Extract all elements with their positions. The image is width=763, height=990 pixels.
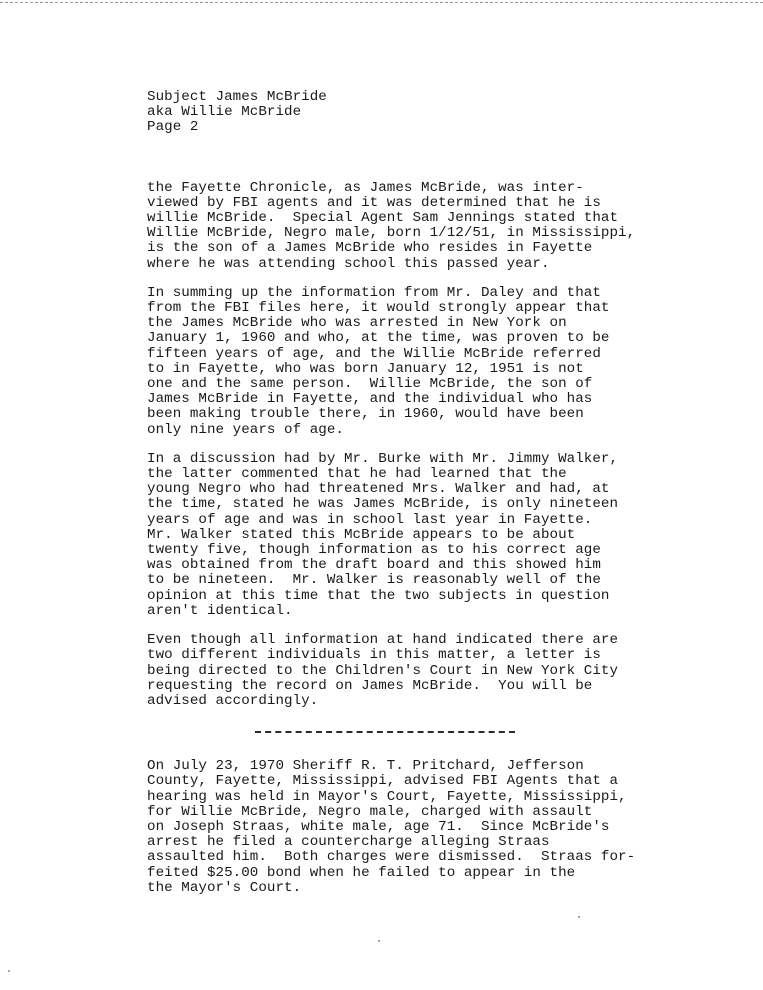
paragraph-line: from the FBI files here, it would strongly appear that: [147, 300, 610, 317]
paragraph-line: Willie McBride, Negro male, born 1/12/51, in Mississippi,: [147, 225, 636, 242]
paragraph-line: opinion at this time that the two subjects in question: [147, 587, 610, 604]
dashed-divider-line: [255, 731, 515, 733]
paragraph-5: [147, 759, 747, 896]
paragraph-line: On July 23, 1970 Sheriff R. T. Pritchard, Jefferson: [147, 758, 584, 775]
paragraph-line: assaulted him. Both charges were dismissed. Straas for-: [147, 849, 636, 866]
paragraph-line: Even though all information at hand indicated there are: [147, 632, 619, 649]
paragraph-line: In a discussion had by Mr. Burke with Mr. Jimmy Walker,: [147, 450, 619, 467]
paragraph-line: willie McBride. Special Agent Sam Jennings stated that: [147, 210, 619, 227]
paragraph-line: fifteen years of age, and the Willie McBride referred: [147, 345, 601, 362]
document-body: [147, 90, 747, 896]
paragraph-line: In summing up the information from Mr. Daley and that: [147, 284, 601, 301]
paragraph-line: January 1, 1960 and who, at the time, was proven to be: [147, 330, 610, 347]
paragraph-line: requesting the record on James McBride. You will be: [147, 677, 593, 694]
page-number: Page 2: [147, 119, 199, 136]
paragraph-line: was obtained from the draft board and this showed him: [147, 557, 601, 574]
subject-line: Subject James McBride: [147, 89, 327, 105]
paragraph-line: Mr. Walker stated this McBride appears to be about: [147, 526, 576, 543]
scan-speck: [8, 970, 10, 972]
paragraph-line: the Mayor's Court.: [147, 879, 302, 896]
paragraph-line: years of age and was in school last year in Fayette.: [147, 511, 593, 528]
paragraph-line: arrest he filed a countercharge alleging Straas: [147, 834, 550, 851]
paragraph-line: the James McBride who was arrested in New York on: [147, 315, 567, 332]
paragraph-1: [147, 181, 747, 272]
paragraph-line: is the son of a James McBride who resides in Fayette: [147, 240, 593, 257]
paragraph-line: the latter commented that he had learned that the: [147, 466, 567, 483]
paragraph-line: hearing was held in Mayor's Court, Fayette, Mississippi,: [147, 788, 627, 805]
paragraph-line: James McBride in Fayette, and the individual who has: [147, 391, 593, 408]
scan-speck: [378, 940, 380, 942]
paragraph-line: aren't identical.: [147, 602, 293, 619]
aka-line: aka Willie McBride: [147, 104, 302, 121]
paragraph-2: [147, 286, 747, 438]
scan-top-edge: [0, 2, 763, 3]
paragraph-line: to in Fayette, who was born January 12, 1951 is not: [147, 360, 584, 377]
paragraph-line: young Negro who had threatened Mrs. Walker and had, at: [147, 481, 610, 498]
paragraph-line: County, Fayette, Mississippi, advised FBI Agents that a: [147, 773, 619, 790]
paragraph-3: [147, 452, 747, 619]
paragraph-line: feited $25.00 bond when he failed to appear in the: [147, 864, 576, 881]
paragraph-line: only nine years of age.: [147, 421, 344, 438]
paragraph-line: viewed by FBI agents and it was determined that he is: [147, 194, 601, 211]
paragraph-line: the time, stated he was James McBride, is only nineteen: [147, 496, 619, 513]
scan-speck: [578, 916, 580, 918]
paragraph-4: [147, 633, 747, 709]
paragraph-line: to be nineteen. Mr. Walker is reasonably well of the: [147, 572, 601, 589]
paragraph-line: one and the same person. Willie McBride, the son of: [147, 376, 593, 393]
memo-header: [147, 90, 747, 136]
paragraph-line: on Joseph Straas, white male, age 71. Since McBride's: [147, 818, 610, 835]
paragraph-line: two different individuals in this matter, a letter is: [147, 647, 601, 664]
paragraph-line: been making trouble there, in 1960, would have been: [147, 406, 584, 423]
paragraph-line: advised accordingly.: [147, 692, 319, 709]
paragraph-line: for Willie McBride, Negro male, charged with assault: [147, 803, 593, 820]
paragraph-line: being directed to the Children's Court in New York City: [147, 662, 619, 679]
section-divider: [255, 731, 515, 739]
paragraph-line: the Fayette Chronicle, as James McBride, was inter-: [147, 179, 584, 196]
paragraph-line: twenty five, though information as to his correct age: [147, 542, 601, 559]
paragraph-line: where he was attending school this passed year.: [147, 255, 550, 272]
